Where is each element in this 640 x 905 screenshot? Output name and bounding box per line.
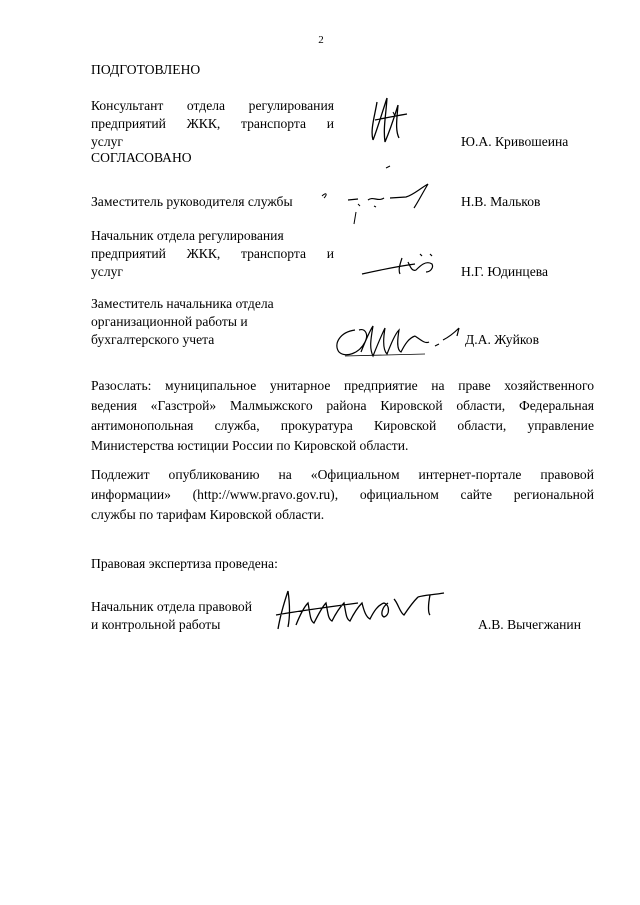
handwritten-signature <box>365 90 425 150</box>
paragraph-line: информации» (http://www.pravo.gov.ru), официальном сайте региональной <box>91 487 594 502</box>
page-number: 2 <box>318 34 324 46</box>
position-line: Заместитель руководителя службы <box>91 194 293 209</box>
handwritten-signature <box>360 250 450 280</box>
signer-name: Д.А. Жуйков <box>465 332 540 347</box>
position-line: Заместитель начальника отдела <box>91 296 274 311</box>
position-line: услуг <box>91 264 123 279</box>
position-line: предприятий ЖКК, транспорта и <box>91 116 334 131</box>
signer-name: Н.В. Мальков <box>461 194 541 209</box>
paragraph-line: службы по тарифам Кировской области. <box>91 507 325 522</box>
paragraph-line: антимонопольная служба, прокуратура Кировской области, управление <box>91 418 594 433</box>
paragraph-line: Разослать: муниципальное унитарное предприятие на праве хозяйственного <box>91 378 594 393</box>
position-line: предприятий ЖКК, транспорта и <box>91 246 334 261</box>
signer-name: А.В. Вычегжанин <box>478 617 581 632</box>
position-line: Начальник отдела регулирования <box>91 228 284 243</box>
prepared-heading: ПОДГОТОВЛЕНО <box>91 62 201 77</box>
position-line: Консультант отдела регулирования <box>91 98 334 113</box>
legal-review-heading: Правовая экспертиза проведена: <box>91 556 278 571</box>
position-line: Начальник отдела правовой <box>91 599 253 614</box>
paragraph-line: ведения «Газстрой» Малмыжского района Кировской области, Федеральная <box>91 398 594 413</box>
paragraph-line: Подлежит опубликованию на «Официальном интернет-портале правовой <box>91 467 594 482</box>
position-line: и контрольной работы <box>91 617 221 632</box>
paragraph-line: Министерства юстиции России по Кировской области. <box>91 438 409 453</box>
handwritten-signature <box>268 585 458 635</box>
position-line: организационной работы и <box>91 314 248 329</box>
agreed-heading: СОГЛАСОВАНО <box>91 150 192 165</box>
position-line: бухгалтерского учета <box>91 332 215 347</box>
signer-name: Н.Г. Юдинцева <box>461 264 549 279</box>
handwritten-signature <box>318 160 448 230</box>
handwritten-signature <box>325 318 465 363</box>
signer-name: Ю.А. Кривошеина <box>461 134 569 149</box>
position-line: услуг <box>91 134 123 149</box>
